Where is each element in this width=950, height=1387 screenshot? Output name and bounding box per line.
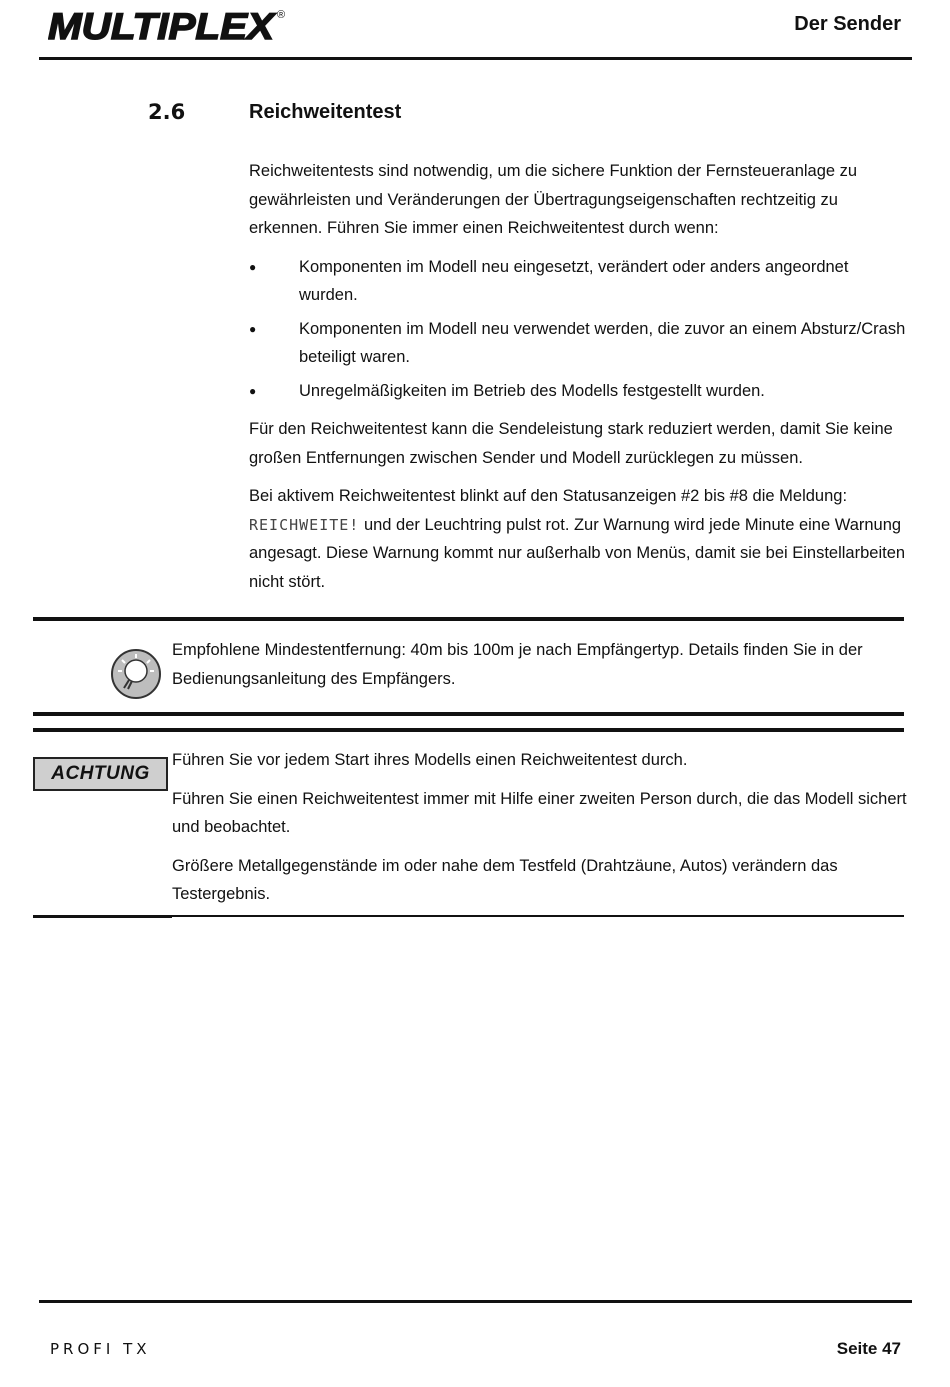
status-paragraph [249,482,909,596]
footer-rule [39,1300,912,1303]
condition-list [249,253,909,406]
list-item: ● Komponenten im Modell neu eingesetzt, verändert oder anders angeordnet wurden. [249,253,909,310]
logo-text: MULTIPLEX [48,6,277,44]
header-rule [39,57,912,60]
warning-top-rule [33,728,904,732]
page-number: Seite 47 [836,1339,901,1358]
achtung-label: ACHTUNG [33,757,168,791]
warning-bottom-rule-left [33,915,172,918]
list-item: ● Unregelmäßigkeiten im Betrieb des Modells festgestellt wurden. [249,377,909,406]
tip-text: Empfohlene Mindestentfernung: 40m bis 100m je nach Empfängertyp. Details finden Sie in der Bedienungsanleitung des Empfängers. [172,641,863,688]
section-title: Reichweitentest [249,101,402,123]
section-number: 2.6 [148,100,186,124]
warning-line: Führen Sie einen Reichweitentest immer mit Hilfe einer zweiten Person durch, die das Modell sichert und beobachtet. [172,789,907,836]
multiplex-logo [48,6,288,44]
lcd-message: REICHWEITE! [249,515,360,534]
status-paragraph-end: und der Leuchtring pulst rot. Zur Warnung wird jede Minute eine Warnung angesagt. Diese Warnung kommt nur außerhalb von Menüs, damit sie bei Einstellarbeiten nicht stört. [249,515,906,591]
logo-registered-mark: ® [277,9,286,21]
warning-line: Führen Sie vor jedem Start ihres Modells einen Reichweitentest durch. [172,751,688,769]
status-paragraph-start: Bei aktivem Reichweitentest blinkt auf den Statusanzeigen #2 bis #8 die Meldung: [249,487,848,505]
footer-product: PROFI TX [50,1340,151,1358]
intro-paragraph: Reichweitentests sind notwendig, um die sichere Funktion der Fernsteueranlage zu gewährleisten und Veränderungen der Übertragungseigenschaften rechtzeitig zu erkennen. Führen Sie immer einen Reichweitentest durch wenn: [249,162,858,237]
warning-bottom-rule [172,915,904,917]
list-item: ● Komponenten im Modell neu verwendet werden, die zuvor an einem Absturz/Crash beteiligt waren. [249,315,909,372]
lightbulb-icon [110,648,162,700]
warning-text [172,746,907,919]
tip-bottom-rule [33,712,904,716]
header-section-title: Der Sender [794,13,901,35]
power-paragraph: Für den Reichweitentest kann die Sendeleistung stark reduziert werden, damit Sie keine großen Entfernungen zwischen Sender und Modell zurücklegen zu müssen. [249,420,893,467]
warning-line: Größere Metallgegenstände im oder nahe dem Testfeld (Drahtzäune, Autos) verändern das Testergebnis. [172,856,838,903]
tip-top-rule [33,617,904,621]
body-text [249,157,909,606]
